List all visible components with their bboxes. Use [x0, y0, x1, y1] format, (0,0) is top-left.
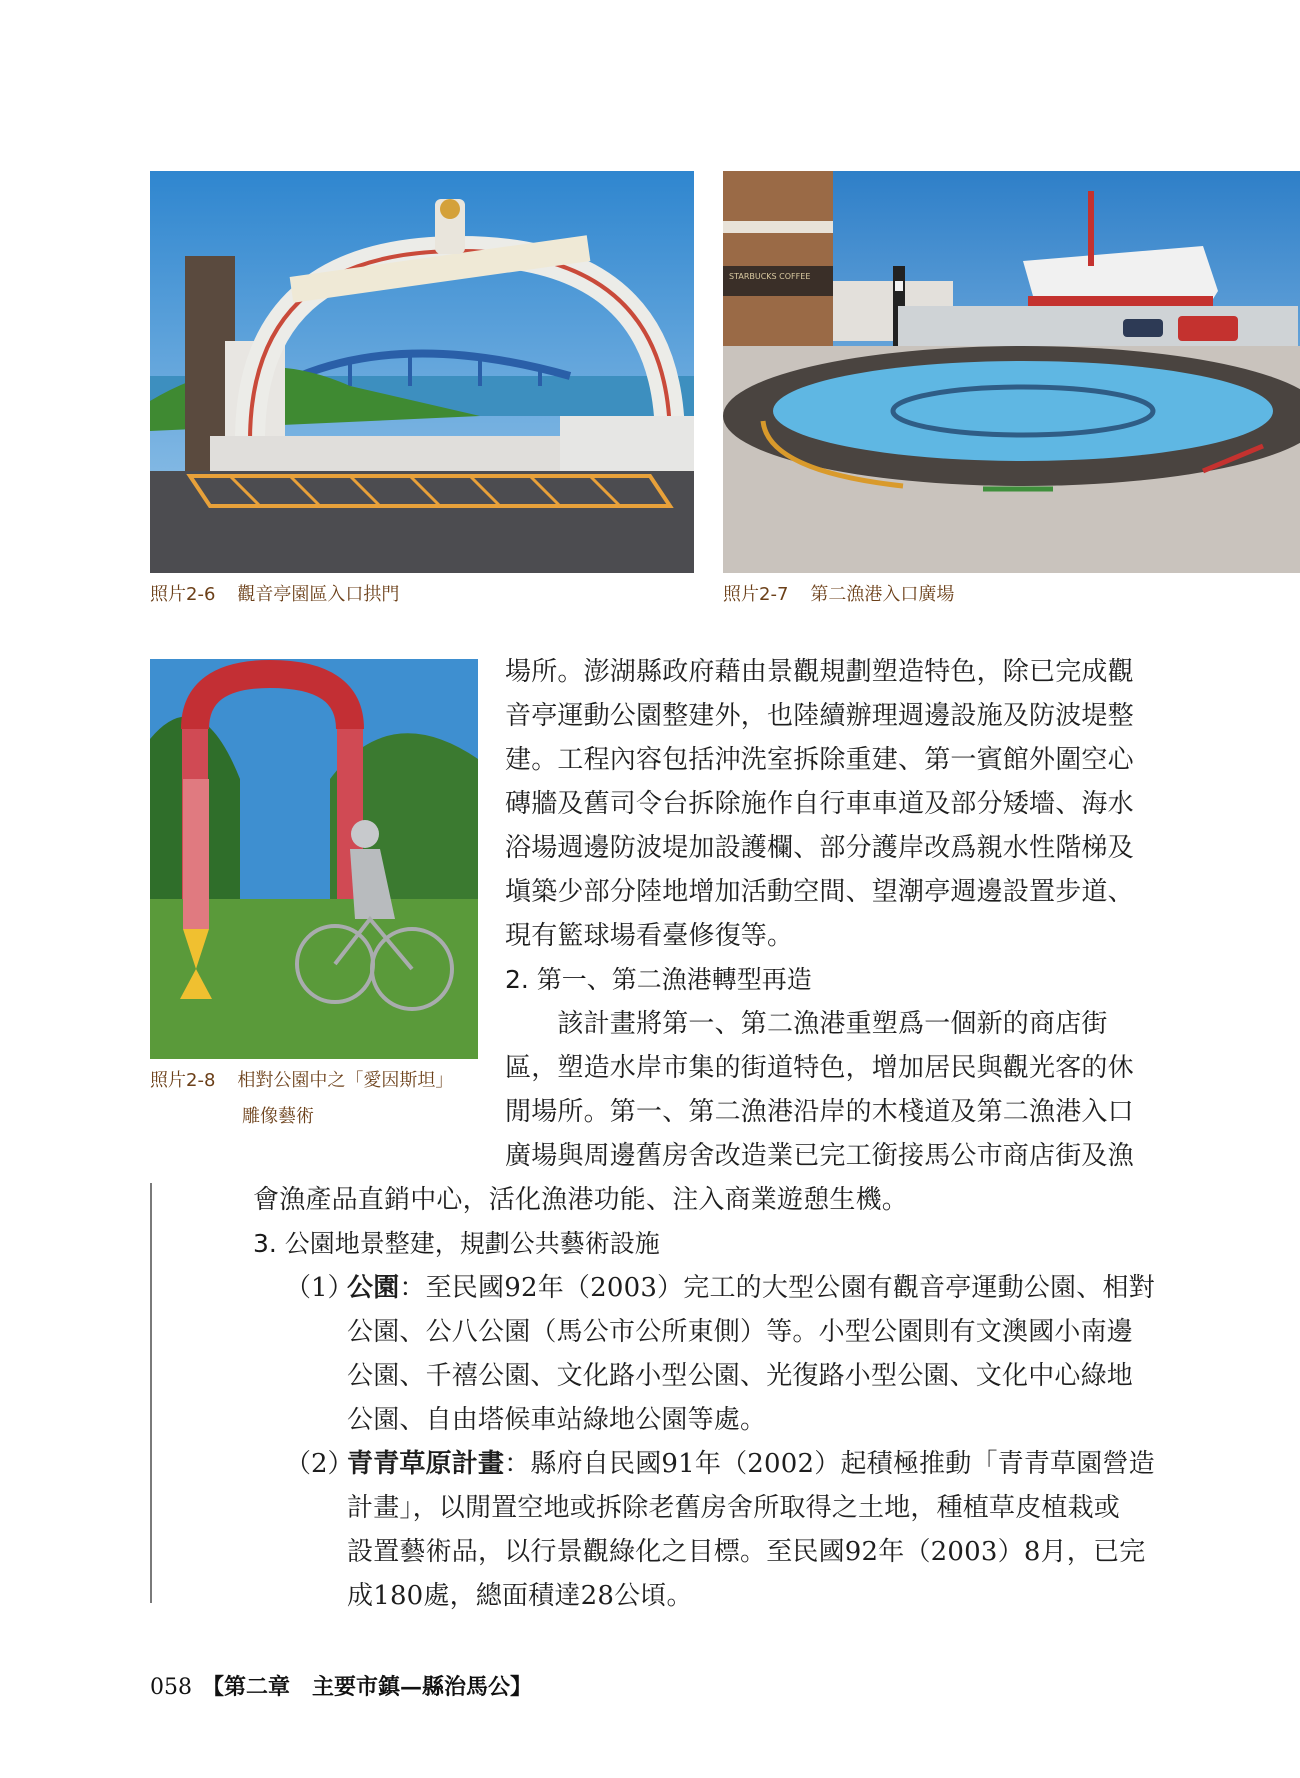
item-2-line: 成180處，總面積達28公頃。 — [347, 1581, 693, 1611]
item-2-term: 青青草原計畫 — [347, 1449, 505, 1479]
item-1-text: ：至民國92年（2003）完工的大型公園有觀音亭運動公園、相對 — [399, 1273, 1155, 1303]
item-1-line: 公園、千禧公園、文化路小型公園、光復路小型公園、文化中心綠地 — [347, 1361, 1134, 1391]
paragraph-line: 塡築少部分陸地增加活動空間、望潮亭週邊設置步道、 — [505, 877, 1134, 907]
photo-title-cont: 雕像藝術 — [242, 1106, 314, 1127]
section-2-line: 區，塑造水岸市集的街道特色，增加居民與觀光客的休 — [505, 1053, 1134, 1083]
paragraph-line: 磚牆及舊司令台拆除施作自行車車道及部分矮墻、海水 — [505, 789, 1134, 819]
item-1-first-line — [347, 1266, 1155, 1310]
section-2-line: 廣場與周邊舊房舍改造業已完工銜接馬公市商店街及漁 — [505, 1141, 1134, 1171]
item-1-line: 公園、自由塔候車站綠地公園等處。 — [347, 1405, 767, 1435]
item-2-number: （2） — [285, 1449, 354, 1479]
margin-rule — [150, 1183, 152, 1603]
page-footer — [150, 1670, 532, 1701]
item-2-line: 設置藝術品，以行景觀綠化之目標。至民國92年（2003）8月，已完 — [347, 1537, 1146, 1567]
shop-sign: STARBUCKS COFFEE — [729, 272, 811, 281]
photo-2-8-caption — [150, 1063, 453, 1135]
photo-label: 照片2-6 — [150, 584, 216, 605]
paragraph-line: 音亭運動公園整建外，也陸續辦理週邊設施及防波堤整 — [505, 701, 1134, 731]
section-2-line: 該計畫將第一、第二漁港重塑爲一個新的商店街 — [505, 1009, 1108, 1039]
item-1-term: 公園 — [347, 1273, 400, 1303]
photo-label: 照片2-8 — [150, 1070, 216, 1091]
section-3-heading: 3. 公園地景整建，規劃公共藝術設施 — [253, 1229, 660, 1258]
paragraph-line: 建。工程內容包括沖洗室拆除重建、第一賓館外圍空心 — [505, 745, 1134, 775]
item-2-line: 計畫」，以閒置空地或拆除老舊房舍所取得之土地，種植草皮植栽或 — [347, 1493, 1121, 1523]
item-2-first-line — [347, 1442, 1155, 1486]
paragraph-line: 現有籃球場看臺修復等。 — [505, 921, 794, 951]
item-1-number: （1） — [285, 1273, 354, 1303]
photo-title: 第二漁港入口廣場 — [810, 584, 955, 605]
chapter-title: 【第二章 主要市鎮—縣治馬公】 — [202, 1674, 533, 1700]
photo-2-7-caption — [723, 577, 954, 613]
section-2-line: 閒場所。第一、第二漁港沿岸的木棧道及第二漁港入口 — [505, 1097, 1134, 1127]
section-2-line: 會漁產品直銷中心，活化漁港功能、注入商業遊憩生機。 — [253, 1185, 909, 1215]
photo-2-8-einstein-statue — [150, 659, 478, 1059]
paragraph-line: 浴場週邊防波堤加設護欄、部分護岸改爲親水性階梯及 — [505, 833, 1134, 863]
photo-2-7-fountain-plaza — [723, 171, 1300, 573]
photo-label: 照片2-7 — [723, 584, 789, 605]
paragraph-line: 場所。澎湖縣政府藉由景觀規劃塑造特色，除已完成觀 — [505, 657, 1134, 687]
page-number: 058 — [150, 1675, 192, 1700]
photo-2-6-caption — [150, 577, 399, 613]
item-2-text: ：縣府自民國91年（2002）起積極推動「青青草園營造 — [504, 1449, 1155, 1479]
photo-title: 觀音亭園區入口拱門 — [237, 584, 400, 605]
item-1-line: 公園、公八公園（馬公市公所東側）等。小型公園則有文澳國小南邊 — [347, 1317, 1134, 1347]
photo-2-6-arch-gate — [150, 171, 694, 573]
section-2-heading: 2. 第一、第二漁港轉型再造 — [505, 965, 812, 994]
photo-title: 相對公園中之「愛因斯坦」 — [237, 1070, 454, 1091]
